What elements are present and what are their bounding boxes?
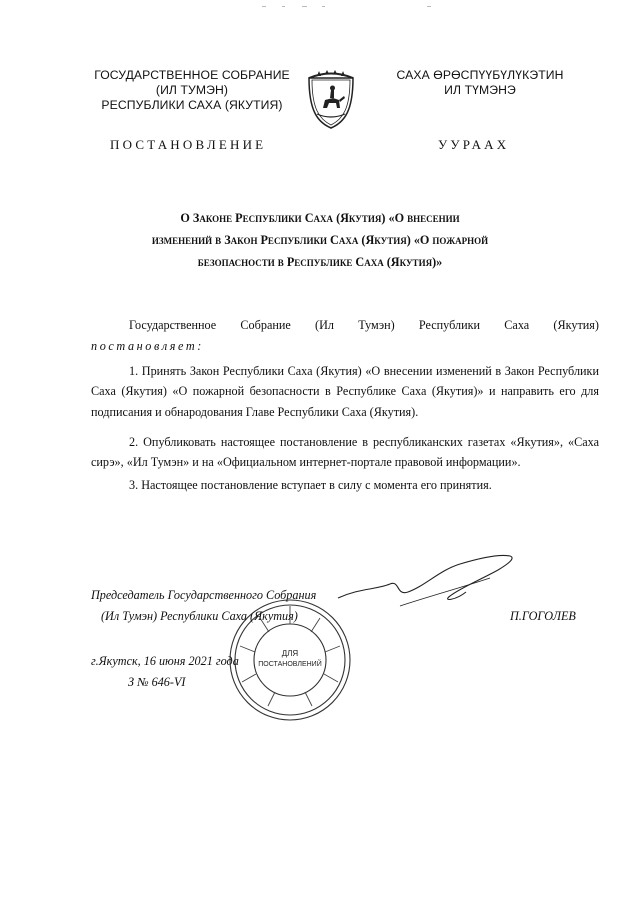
intro-verb: постановляет:	[91, 339, 204, 353]
intro-word: Государственное	[129, 318, 217, 332]
header-left-block	[82, 68, 302, 113]
item-2: 2. Опубликовать настоящее постановление в республиканских газетах «Якутия», «Саха сирэ», «Ил Тумэн» и на «Официальном интернет-портале правовой информации».	[91, 435, 599, 470]
doc-type-ru: ПОСТАНОВЛЕНИЕ	[110, 137, 267, 152]
stamp-text-2: ПОСТАНОВЛЕНИЙ	[258, 661, 322, 668]
intro-word: Собрание	[240, 318, 291, 332]
document-number: З № 646-VI	[128, 675, 186, 689]
signatory-name: П.ГОГОЛЕВ	[510, 609, 576, 623]
intro-line	[129, 318, 599, 333]
document-title	[120, 207, 520, 273]
header-left-line-1: ГОСУДАРСТВЕННОЕ СОБРАНИЕ	[94, 68, 290, 82]
intro-word: (Ил	[315, 318, 334, 332]
intro-word: (Якутия)	[553, 318, 599, 332]
header-right-line-2: ИЛ ТҮМЭНЭ	[444, 83, 516, 97]
doc-type-sakha: УУРААХ	[438, 137, 510, 152]
place-and-date: г.Якутск, 16 июня 2021 года	[91, 654, 239, 668]
header-left-line-2: (ИЛ ТУМЭН)	[155, 83, 229, 97]
intro-word: Саха	[504, 318, 530, 332]
intro-word: Республики	[418, 318, 481, 332]
intro-word: Тумэн)	[358, 318, 395, 332]
title-line-1: О Законе Республики Саха (Якутия) «О внесении	[180, 211, 460, 225]
handwritten-signature	[330, 548, 520, 612]
coat-of-arms-emblem	[303, 70, 359, 132]
item-1: 1. Принять Закон Республики Саха (Якутия) «О внесении изменений в Закон Республики Саха (Якутия) «О пожарной безопасности в Республике Саха (Якутия)» и направить его для подписания и обнародования Главе Республики Саха (Якутия).	[91, 364, 599, 419]
title-line-2: изменений в Закон Республики Саха (Якутия) «О пожарной	[151, 233, 489, 247]
signatory-position-line-1: Председатель Государственного Собрания	[91, 588, 317, 602]
signatory-position-line-2: (Ил Тумэн) Республики Саха (Якутия)	[101, 609, 298, 623]
stamp-text-1: ДЛЯ	[281, 649, 299, 658]
header-right-line-1: САХА ӨРӨСПҮҮБҮЛҮКЭТИН	[396, 68, 564, 82]
header-right-block	[380, 68, 580, 98]
scan-artifact	[262, 5, 432, 9]
item-3: 3. Настоящее постановление вступает в силу с момента его принятия.	[129, 478, 492, 492]
title-line-3: безопасности в Республике Саха (Якутия)»	[197, 255, 443, 269]
header-left-line-3: РЕСПУБЛИКИ САХА (ЯКУТИЯ)	[101, 98, 283, 112]
